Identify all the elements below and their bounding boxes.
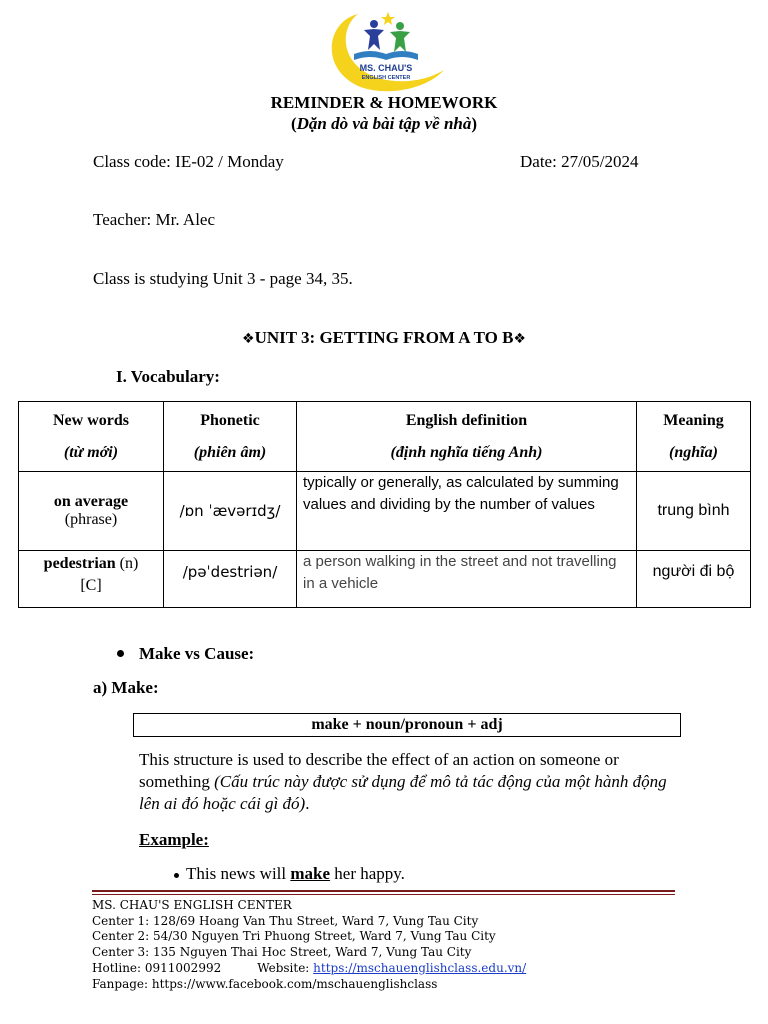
bullet-icon [117,650,124,657]
part-of-speech: (phrase) [64,511,118,528]
footer-divider [92,894,675,895]
header-definition [297,402,637,472]
studying-unit: Class is studying Unit 3 - page 34, 35. [93,269,353,288]
explanation-en: This structure is used to describe the effect of an action on someone or something [139,750,619,791]
footer-center-1: Center 1: 128/69 Hoang Van Thu Street, Ward 7, Vung Tau City [92,913,479,928]
header-meaning [637,402,751,472]
document-title: REMINDER & HOMEWORK [270,93,498,112]
explanation [139,749,679,815]
header-new-words [19,402,164,472]
ornament-left: ❖ [242,331,255,347]
example-before: This news will [186,864,287,883]
header-sub: (định nghĩa tiếng Anh) [390,443,543,461]
phonetic: /pəˈdestriən/ [164,551,297,608]
ornament-right: ❖ [513,331,526,347]
explanation-end: . [305,794,310,813]
footer-hotline: Hotline: 0911002992 [92,960,222,975]
header-sub: (phiên âm) [193,443,267,461]
header-sub: (nghĩa) [669,443,718,461]
teacher: Teacher: Mr. Alec [93,210,216,229]
footer-center-2: Center 2: 54/30 Nguyen Tri Phuong Street, Ward 7, Vung Tau City [92,929,496,944]
vocabulary-table [18,401,751,608]
header-label: English definition [405,411,528,429]
footer-center-3: Center 3: 135 Nguyen Thai Hoc Street, Ward 7, Vung Tau City [92,945,472,960]
example-label: Example: [139,830,209,849]
table-header-row [19,402,751,472]
section-heading: Make vs Cause: [139,644,255,663]
meaning: người đi bộ [637,551,751,608]
center-logo [318,8,450,92]
unit-title [0,328,768,348]
bullet-icon [174,873,179,878]
footer-divider [92,890,675,892]
document-subtitle: (Dặn dò và bài tập về nhà) [290,114,478,133]
formula-box: make + noun/pronoun + adj [133,713,681,737]
class-code: Class code: IE-02 / Monday [93,152,284,171]
example-sentence [186,864,405,884]
footer-website-label: Website: [257,960,310,975]
header-label: Phonetic [200,411,260,429]
header-phonetic [164,402,297,472]
definition: typically or generally, as calculated by summing values and dividing by the number of values [297,472,637,551]
example-keyword: make [290,864,331,883]
vocabulary-heading: I. Vocabulary: [116,367,220,386]
date: Date: 27/05/2024 [520,152,639,171]
phonetic: /ɒn ˈævərɪdʒ/ [164,472,297,551]
footer [92,898,732,992]
countable-marker: [C] [80,577,102,594]
word: on average [53,493,129,510]
table-row [19,551,751,608]
unit-title-text: UNIT 3: GETTING FROM A TO B [254,328,514,347]
document-subtitle-text: Dặn dò và bài tập về nhà [296,114,472,133]
header-sub: (từ mới) [63,443,119,461]
example-after: her happy. [334,864,405,883]
subsection-heading: a) Make: [93,678,159,697]
footer-center-name: MS. CHAU'S ENGLISH CENTER [92,898,292,912]
logo-tagline: ENGLISH CENTER [361,75,411,81]
footer-contact-line [92,961,732,977]
definition: a person walking in the street and not travelling in a vehicle [297,551,637,608]
part-of-speech: (n) [119,555,139,572]
logo-name: MS. CHAU'S [359,63,413,73]
word: pedestrian [43,555,116,572]
explanation-vi: (Cấu trúc này được sử dụng để mô tả tác động của một hành động lên ai đó hoặc cái gì đó) [139,772,667,813]
word-cell [19,551,164,608]
meaning: trung bình [637,472,751,551]
website-link[interactable]: https://mschauenglishclass.edu.vn/ [313,960,527,975]
header-label: New words [53,411,129,429]
word-cell [19,472,164,551]
table-row [19,472,751,551]
footer-fanpage: Fanpage: https://www.facebook.com/mschauenglishclass [92,976,438,991]
header-label: Meaning [663,411,724,429]
